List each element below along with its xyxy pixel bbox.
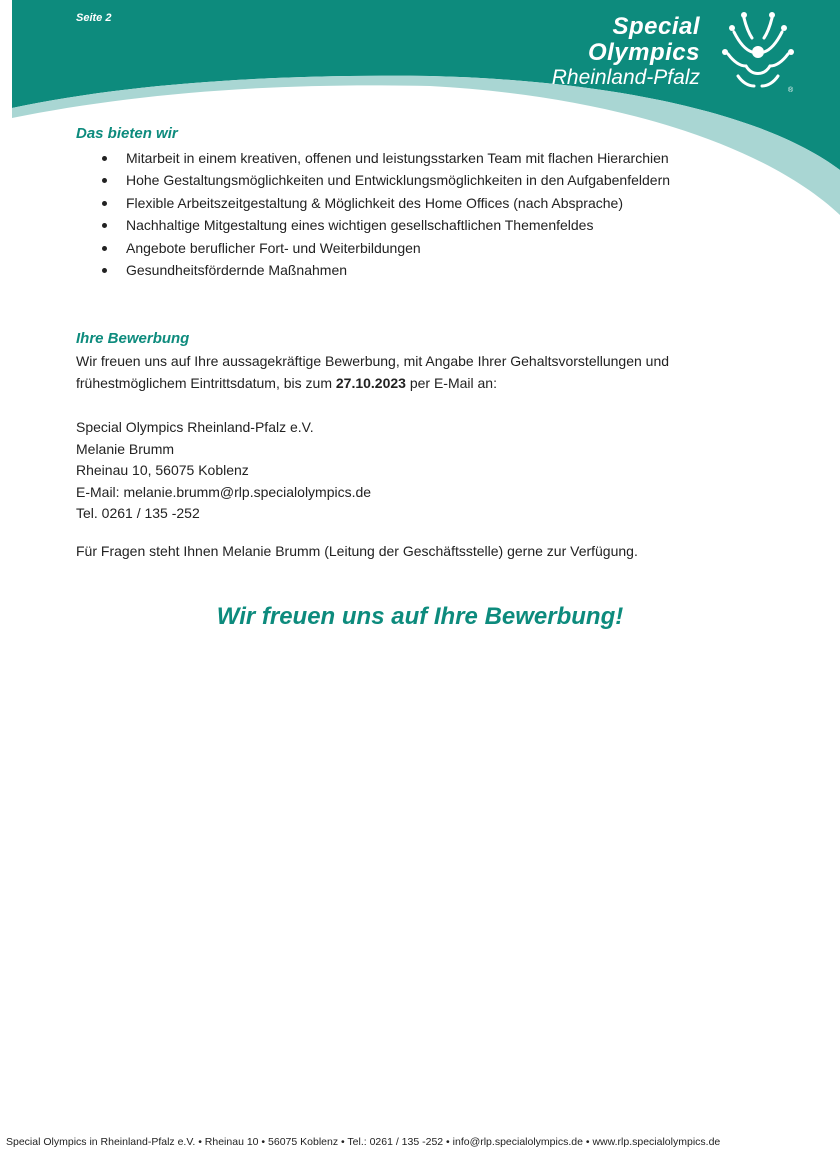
contact-email[interactable]: E-Mail: melanie.brumm@rlp.specialolympics.de (76, 483, 372, 500)
list-item: Gesundheitsfördernde Maßnahmen (76, 259, 670, 281)
logo-line-region: Rheinland-Pfalz (551, 66, 700, 89)
deadline-date: 27.10.2023 (335, 374, 406, 391)
application-intro (76, 351, 669, 394)
list-item: Flexible Arbeitszeitgestaltung & Möglichkeit des Home Offices (nach Absprache) (76, 192, 670, 214)
logo-line-special: Special (612, 13, 700, 40)
closing-statement: Wir freuen uns auf Ihre Bewerbung! (216, 603, 624, 630)
list-item: Hohe Gestaltungsmöglichkeiten und Entwicklungsmöglichkeiten in den Aufgabenfeldern (76, 169, 670, 191)
contact-phone: Tel. 0261 / 135 -252 (76, 505, 200, 521)
special-olympics-emblem-icon (716, 10, 800, 94)
contact-name: Melanie Brumm (76, 440, 175, 457)
list-item: Angebote beruflicher Fort- und Weiterbildungen (76, 237, 670, 259)
list-item: Mitarbeit in einem kreativen, offenen und leistungsstarken Team mit flachen Hierarchien (76, 147, 670, 169)
contact-org: Special Olympics Rheinland-Pfalz e.V. (76, 419, 314, 435)
page-number: Seite 2 (76, 12, 112, 24)
contact-address: Rheinau 10, 56075 Koblenz (76, 462, 249, 478)
questions-text: Für Fragen steht Ihnen Melanie Brumm (Leitung der Geschäftsstelle) gerne zur Verfügung. (76, 543, 638, 559)
logo-line-olympics: Olympics (587, 39, 700, 66)
logo-wordmark (552, 14, 700, 90)
svg-text:®: ® (788, 87, 794, 94)
intro-line-1: Wir freuen uns auf Ihre aussagekräftige Bewerbung, mit Angabe Ihrer Gehaltsvorstellungen und (76, 353, 670, 369)
intro-line-2 (76, 373, 669, 395)
contact-block (76, 417, 371, 525)
footer: Special Olympics in Rheinland-Pfalz e.V. • Rheinau 10 • 56075 Koblenz • Tel.: 0261 / 135 -252 • info@rlp.specialolympics.de • www.rlp.specialolympics.de (6, 1136, 721, 1148)
intro-text-end: per E-Mail an: (405, 374, 497, 391)
benefits-list (76, 147, 670, 281)
benefits-title: Das bieten wir (76, 125, 178, 142)
list-item: Nachhaltige Mitgestaltung eines wichtigen gesellschaftlichen Themenfeldes (76, 214, 670, 236)
intro-text: frühestmöglichem Eintrittsdatum, bis zum (76, 374, 336, 391)
application-title: Ihre Bewerbung (76, 330, 190, 347)
